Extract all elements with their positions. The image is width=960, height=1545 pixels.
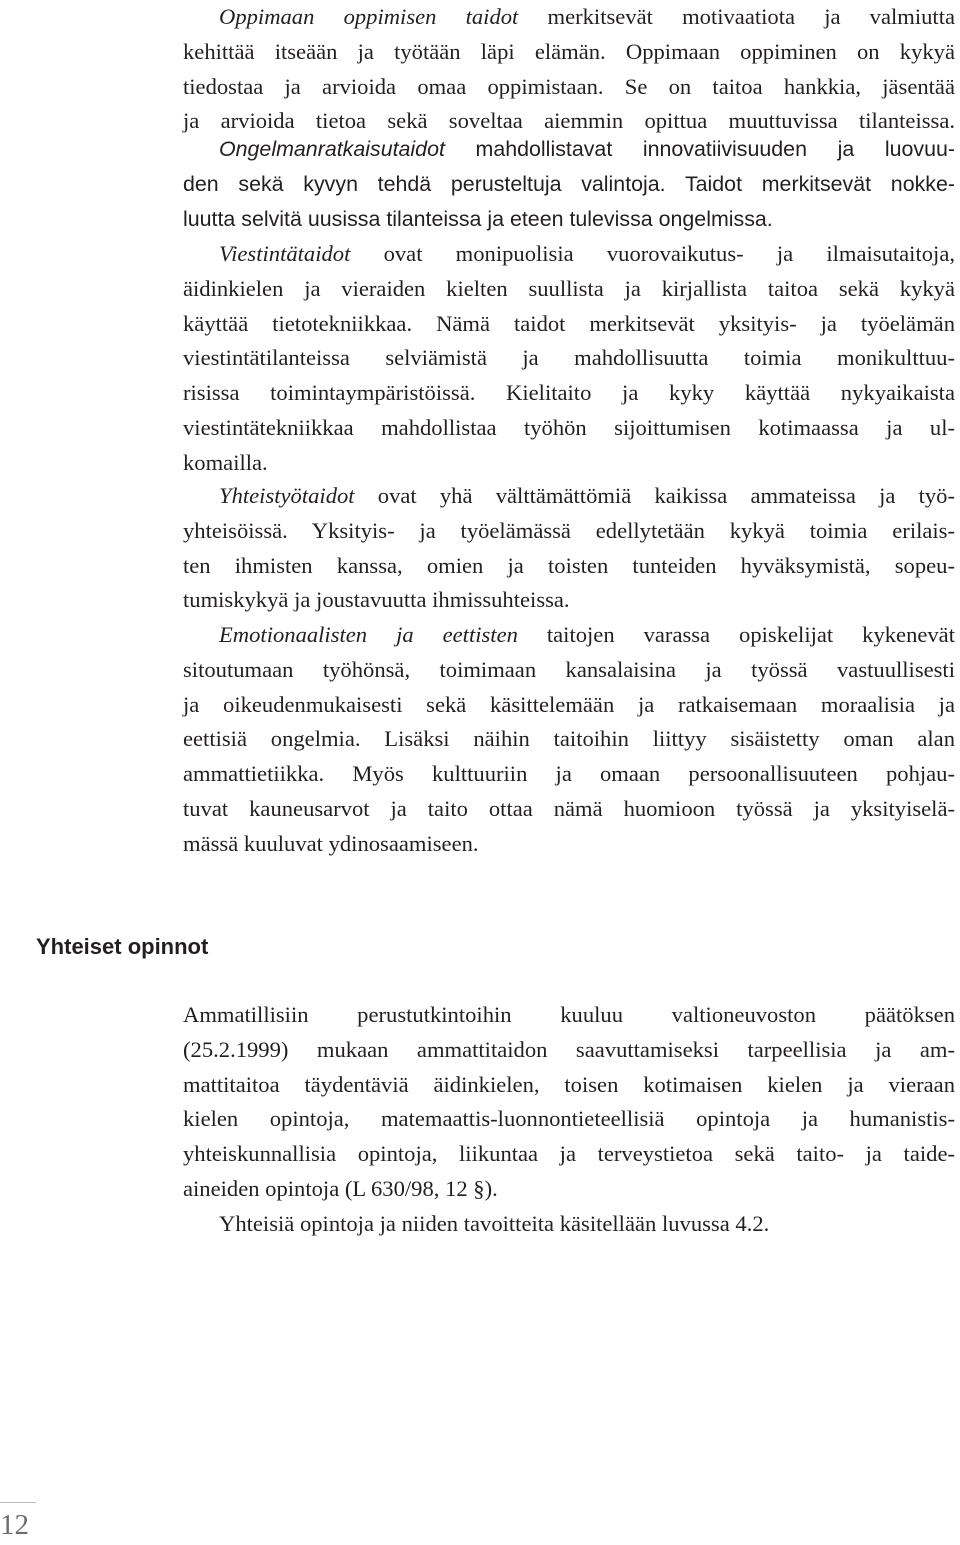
term-cooperation: Yhteistyötaidot (219, 483, 355, 508)
paragraph-emotional-ethical: Emotionaalisten ja eettisten taitojen varassa opiskelijat kykenevät sitoutumaan työhönsä, toimimaan kansalaisina ja työssä vastuullisesti ja oikeudenmukaisesti sekä käsittelemään ja ratkaisemaan moraalisia ja eettisiä ongelmia. Lisäksi näihin taitoihin liittyy sisäistetty oman alan ammattietiikka. Myös kulttuuriin ja omaan persoonallisuuteen pohjau- tuvat kauneusarvot ja taito ottaa nämä huomioon työssä ja yksityiselä- mässä kuuluvat ydinosaamiseen. (183, 622, 955, 856)
term-communication: Viestintätaidot (219, 241, 351, 266)
paragraph-problem-solving: Ongelmanratkaisutaidot mahdollistavat innovatiivisuuden ja luovuu- den sekä kyvyn tehdä perusteltuja valintoja. Taidot merkitsevät nokke- luutta selvitä uusissa tilanteissa ja eteen tulevissa ongelmissa. (183, 137, 955, 231)
page-number-rule (0, 1502, 36, 1503)
term-problem-solving: Ongelmanratkaisutaidot (219, 137, 445, 161)
paragraph-cooperation: Yhteistyötaidot ovat yhä välttämättömiä kaikissa ammateissa ja työ- yhteisöissä. Yksityis- ja työelämässä edellytetään kykyä toimia erilais- ten ihmisten kanssa, omien ja toisten tunteiden hyväksymistä, sopeu- tumiskykyä ja joustavuutta ihmissuhteissa. (183, 483, 955, 613)
page-number: 12 (0, 1509, 29, 1541)
term-emotional-ethical: Emotionaalisten ja eettisten (219, 622, 518, 647)
paragraph-learning-to-learn: Oppimaan oppimisen taidot merkitsevät motivaatiota ja valmiutta kehittää itseään ja työtään läpi elämän. Oppimaan oppiminen on kykyä tiedostaa ja arvioida omaa oppimistaan. Se on taitoa hankkia, jäsentää ja arvioida tietoa sekä soveltaa aiemmin opittua muuttuvissa tilanteissa. (183, 4, 955, 134)
paragraph-reference: Yhteisiä opintoja ja niiden tavoitteita käsitellään luvussa 4.2. (219, 1211, 770, 1236)
section-heading: Yhteiset opinnot (36, 934, 209, 959)
paragraph-communication: Viestintätaidot ovat monipuolisia vuorovaikutus- ja ilmaisutaitoja, äidinkielen ja vieraiden kielten suullista ja kirjallista taitoa sekä kykyä käyttää tietotekniikkaa. Nämä taidot merkitsevät yksityis- ja työelämän viestintätilanteissa selviämistä ja mahdollisuutta toimia monikulttuu- risissa toimintaympäristöissä. Kielitaito ja kyky käyttää nykyaikaista viestintätekniikkaa mahdollistaa työhön sijoittumisen kotimaassa ja ul- komailla. (183, 241, 955, 475)
paragraph-common-studies: Ammatillisiin perustutkintoihin kuuluu valtioneuvoston päätöksen (25.2.1999) mukaan ammattitaidon saavuttamiseksi tarpeellisia ja am- mattitaitoa täydentäviä äidinkielen, toisen kotimaisen kielen ja vieraan kielen opintoja, matemaattis-luonnontieteellisiä opintoja ja humanistis- yhteiskunnallisia opintoja, liikuntaa ja terveystietoa sekä taito- ja taide- aineiden opintoja (L 630/98, 12 §). (183, 1002, 955, 1201)
term-learning-to-learn: Oppimaan oppimisen taidot (219, 4, 519, 29)
